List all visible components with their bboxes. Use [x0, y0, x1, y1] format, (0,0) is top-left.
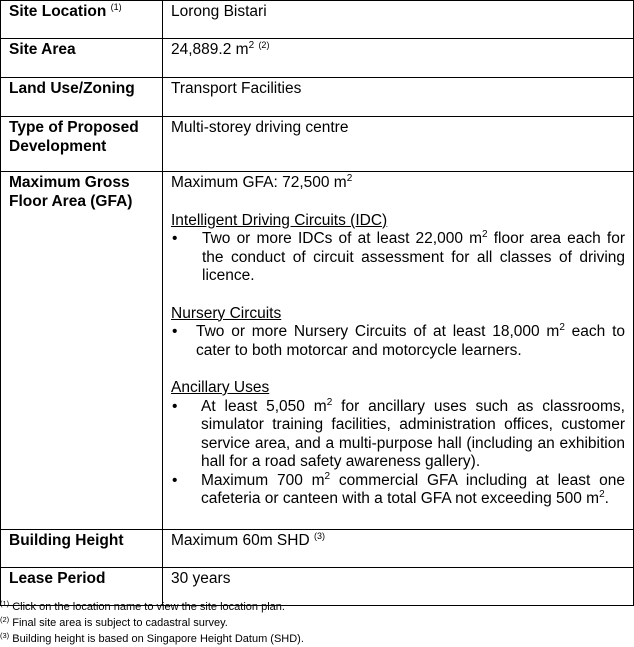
bullet-item: [171, 323, 625, 360]
max-gfa-text: Maximum GFA: 72,500 m: [171, 174, 347, 191]
row-building-height: [1, 530, 634, 568]
bullet-icon: •: [172, 471, 178, 489]
superscript: 2: [482, 229, 488, 240]
superscript: 2: [559, 322, 565, 333]
bullet-text: for ancillary uses such as classrooms, simulator training facilities, administration offices, customer service area, and a multi-purpose hall (including an exhibition hall for a road safety awareness gallery).: [201, 397, 625, 470]
label-gfa: Maximum Gross Floor Area (GFA): [1, 172, 163, 530]
value-land-use: Transport Facilities: [163, 78, 634, 117]
footnote-mark: (2): [0, 615, 10, 624]
value-site-location[interactable]: [163, 1, 634, 39]
site-location-link[interactable]: Lorong Bistari: [171, 3, 267, 20]
superscript: 2: [346, 173, 353, 184]
footnote-ref: (1): [110, 2, 122, 12]
footnote-text: Click on the location name to view the site location plan.: [9, 601, 285, 613]
footnote-mark: (1): [0, 599, 10, 608]
section-title-nursery: Nursery Circuits: [171, 304, 282, 322]
row-gfa: [1, 172, 634, 530]
bullet-list-idc: [171, 230, 625, 286]
bullet-text: commercial GFA including at least one cafeteria or canteen with a total GFA not exceeding 500 m: [201, 471, 625, 507]
value-site-area: [163, 39, 634, 78]
value-lease-period: 30 years: [163, 568, 634, 606]
label-text: Site Location: [9, 3, 107, 20]
section-title-idc: Intelligent Driving Circuits (IDC): [171, 211, 388, 229]
superscript: 2: [326, 396, 333, 408]
bullet-icon: •: [172, 230, 178, 247]
superscript: 2: [599, 489, 605, 500]
value-building-height: [163, 530, 634, 568]
section-title-ancillary: Ancillary Uses: [171, 379, 270, 396]
value-text: 24,889.2 m: [171, 41, 249, 58]
value-type: Multi-storey driving centre: [163, 117, 634, 172]
bullet-item: [171, 472, 625, 509]
bullet-text: Two or more Nursery Circuits of at least 18,000 m: [196, 323, 560, 340]
bullet-icon: •: [172, 397, 178, 415]
label-site-location: [1, 1, 163, 39]
bullet-text: floor area each for the conduct of circuit assessment for all classes of driving licence.: [202, 230, 625, 284]
footnote-ref: (2): [258, 40, 270, 50]
bullet-item: [171, 230, 625, 286]
bullet-text: .: [604, 490, 609, 507]
row-land-use: [1, 78, 634, 117]
bullet-text: At least 5,050 m: [201, 397, 327, 415]
footnote-text: Building height is based on Singapore Height Datum (SHD).: [9, 633, 304, 645]
label-site-area: Site Area: [1, 39, 163, 78]
footnote-text: Final site area is subject to cadastral survey.: [9, 617, 228, 629]
bullet-text: Maximum 700 m: [201, 471, 325, 489]
footnote-mark: (3): [0, 631, 10, 640]
label-lease-period: Lease Period: [1, 568, 163, 606]
bullet-list-nursery: [171, 323, 625, 360]
footnote-1: [0, 599, 304, 615]
footnotes: [0, 599, 304, 647]
bullet-text: each to cater to both motorcar and motorcycle learners.: [196, 323, 625, 359]
row-site-location: [1, 1, 634, 39]
bullet-item: [171, 398, 625, 472]
value-text: Maximum 60m SHD: [171, 532, 310, 549]
max-gfa: [171, 174, 625, 193]
bullet-text: Two or more IDCs of at least 22,000 m: [202, 230, 482, 247]
footnote-3: [0, 631, 304, 647]
superscript: 2: [248, 40, 255, 51]
row-site-area: [1, 39, 634, 78]
row-type: [1, 117, 634, 172]
superscript: 2: [324, 470, 331, 482]
label-type: Type of Proposed Development: [1, 117, 163, 172]
bullet-icon: •: [172, 323, 178, 340]
footnote-2: [0, 615, 304, 631]
footnote-ref: (3): [313, 531, 325, 541]
value-gfa: [163, 172, 634, 530]
label-land-use: Land Use/Zoning: [1, 78, 163, 117]
label-building-height: Building Height: [1, 530, 163, 568]
bullet-list-ancillary: [171, 398, 625, 509]
